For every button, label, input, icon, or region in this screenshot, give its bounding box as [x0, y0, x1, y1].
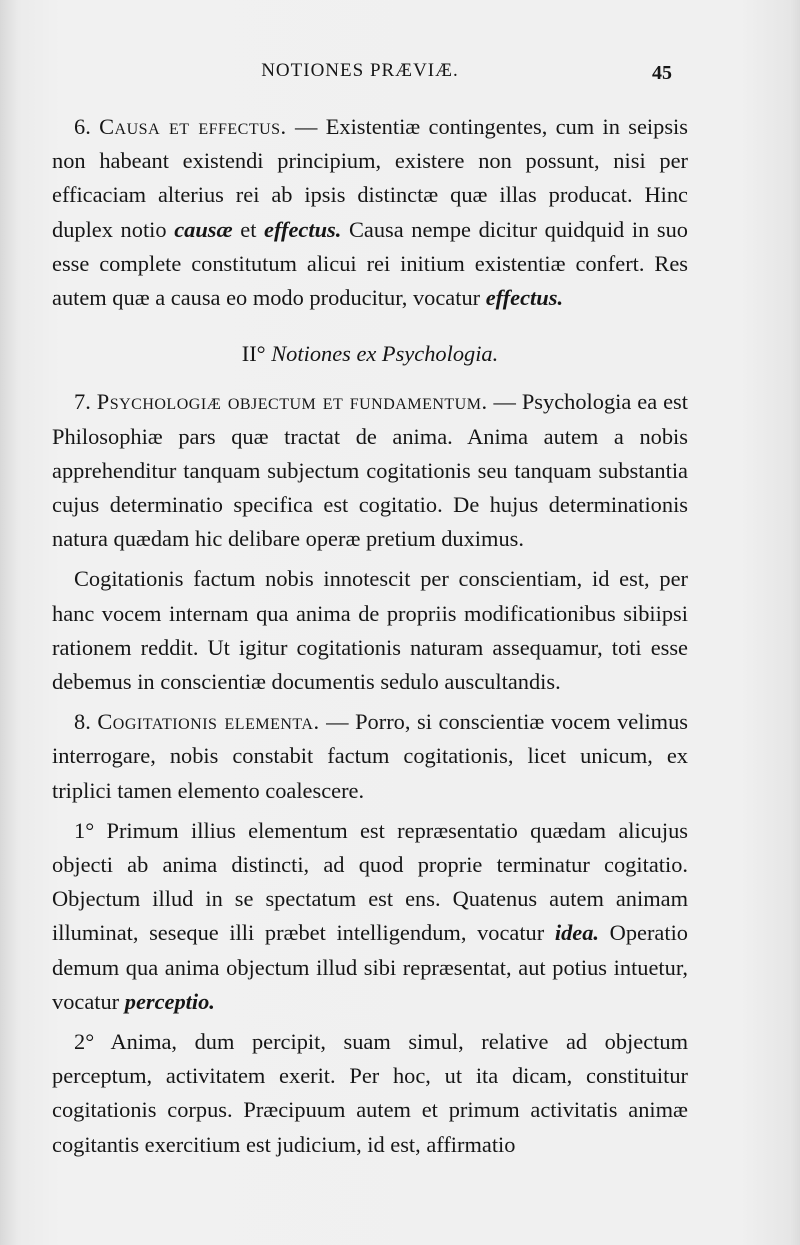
paragraph-7b: Cogitationis factum nobis innotescit per conscientiam, id est, per hanc vocem internam qua anima de propriis modificationibus sibiipsi rationem reddit. Ut igitur cogitationis naturam assequamur, toti esse debemus in conscientiæ documentis sedulo auscultandis. [52, 566, 688, 695]
paragraph-text: — Porro, si conscientiæ vocem velimus interrogare, nobis constabit factum cogitationis, licet unicum, ex triplici tamen elemento coalescere. [52, 709, 688, 803]
paragraph-text: Primum illius elementum est repræsentatio quædam alicujus objecti ab anima distincti, ad quod proprie terminatur cogitatio. Objectum illud in se spectatum est ens. Quatenus autem animam illuminat, seseque illi præbet intelligendum, vocatur [52, 817, 688, 946]
term-causae: causæ [174, 216, 233, 242]
page-number: 45 [652, 62, 672, 84]
term-idea: idea. [554, 920, 600, 946]
page-header [0, 60, 800, 90]
section-number: II° [241, 341, 266, 367]
section-title-text: Notiones ex Psychologia. [271, 341, 499, 367]
term-effectus: effectus. [264, 216, 342, 242]
item-number: 2° [74, 1029, 95, 1055]
page-body [52, 110, 688, 1162]
paragraph-heading: Psychologiæ objectum et fundamentum. [96, 389, 488, 415]
paragraph-text: Causa nempe dicitur quidquid in suo esse complete constitutum alicui rei initium existentiæ confert. Res autem quæ a causa eo modo producitur, vocatur [52, 216, 688, 311]
running-title: NOTIONES PRÆVIÆ. [261, 60, 459, 81]
paragraph-number: 6. [74, 114, 91, 139]
paragraph-heading: Cogitationis elementa. [97, 709, 320, 735]
paragraph-heading: Causa et effectus. [99, 114, 287, 139]
paragraph-number: 8. [74, 709, 91, 735]
term-effectus-2: effectus. [485, 285, 564, 311]
item-number: 1° [74, 817, 95, 843]
paragraph-text: Operatio demum qua anima objectum illud sibi repræsentat, aut potius intuetur, vocatur [52, 920, 688, 1014]
paragraph-number: 7. [74, 389, 91, 415]
paragraph-8 [52, 705, 688, 808]
paragraph-text: et [232, 216, 265, 242]
paragraph-text: — Existentiæ contingentes, cum in seipsis non habeant existendi principium, existere non possunt, nisi per efficaciam alterius rei ab ipsis distinctæ quæ illas producat. Hinc duplex notio [52, 114, 688, 242]
paragraph-8-2 [52, 1025, 688, 1162]
paragraph-text: — Psychologia ea est Philosophiæ pars quæ tractat de anima. Anima autem a nobis apprehenditur tanquam subjectum cogitationis seu tanquam substantia cujus determinatio specifica est cogitatio. De hujus determinationis natura quædam hic delibare operæ pretium duximus. [52, 389, 688, 552]
paragraph-7 [52, 385, 688, 556]
term-perceptio: perceptio. [124, 988, 215, 1014]
paragraph-text: Anima, dum percipit, suam simul, relative ad objectum perceptum, activitatem exerit. Per hoc, ut ita dicam, constituitur cogitationis corpus. Præcipuum autem et primum activitatis animæ cogitantis exercitium est judicium, id est, affirmatio [52, 1029, 688, 1157]
paragraph-8-1 [52, 814, 688, 1019]
paragraph-6 [52, 110, 688, 315]
section-title [52, 337, 688, 371]
